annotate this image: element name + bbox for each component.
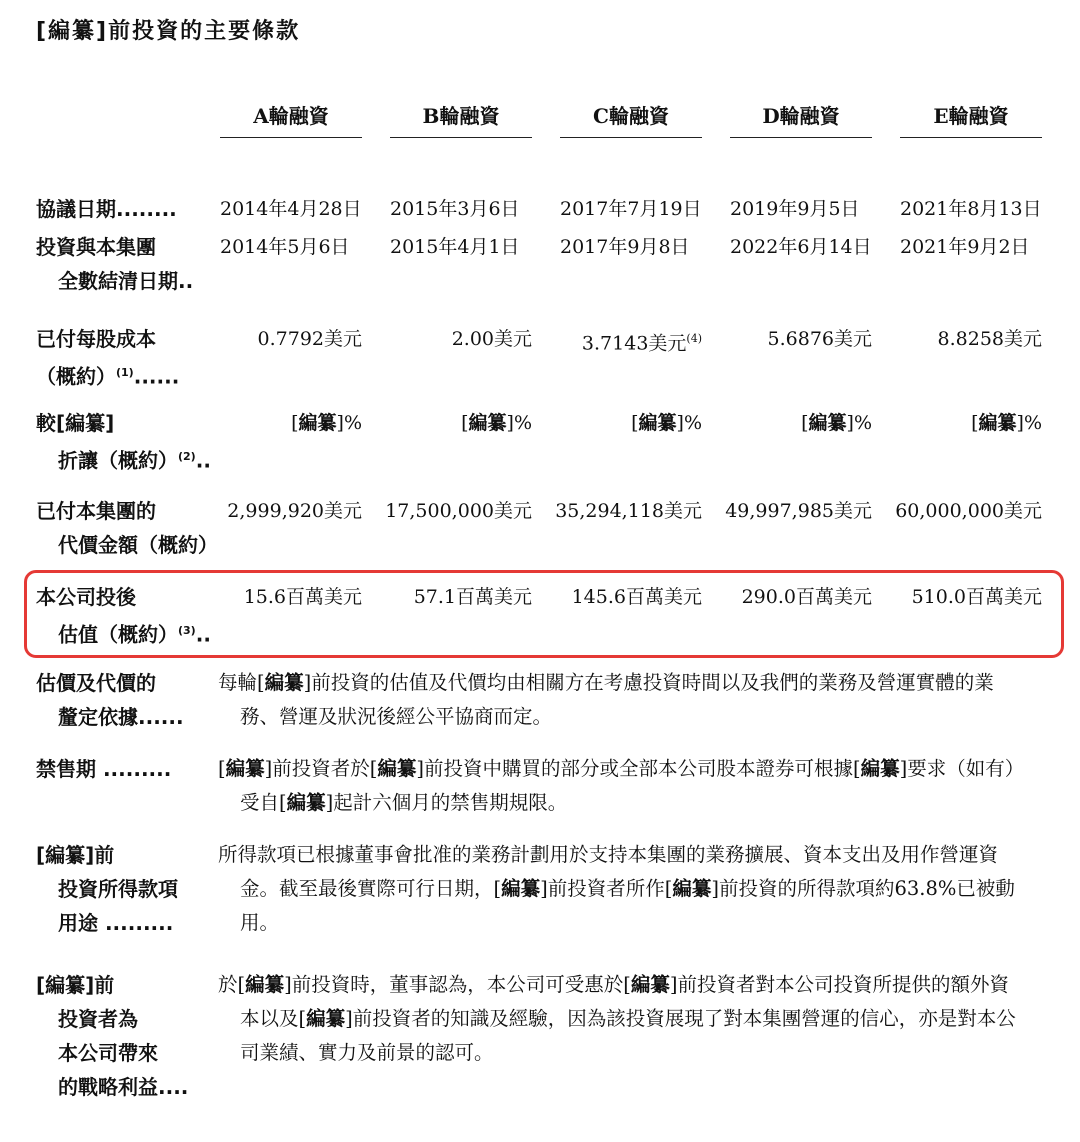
row-label-strategic-benefits	[36, 968, 188, 1104]
section-title: [編纂]前投資的主要條款	[36, 19, 301, 44]
para-line	[218, 973, 1009, 996]
redacted-text: 編纂	[264, 671, 304, 694]
agreement-date-b: 2015年3月6日	[390, 198, 520, 220]
redacted-text: 編纂	[638, 412, 677, 434]
discount-a	[212, 406, 362, 440]
row-label-valuation	[36, 580, 211, 652]
agreement-date-e: 2021年8月13日	[900, 198, 1042, 220]
text: ]前投資者的知識及經驗，因為該投資展現了對本集團營運的信心，亦是對本公	[345, 1007, 1016, 1030]
agreement-date-c: 2017年7月19日	[560, 198, 702, 220]
valuation-basis-text	[218, 666, 1048, 734]
consideration-c: 35,294,118美元	[555, 500, 702, 522]
row-label-line4: 的戰略利益....	[58, 1075, 189, 1099]
text: 於[	[218, 973, 246, 996]
lockup-text	[218, 752, 1048, 820]
discount-d	[722, 406, 872, 440]
row-label-line2: 釐定依據......	[58, 705, 184, 729]
row-label-line2: 代價金額（概約）	[58, 533, 218, 557]
text: 每輪[	[218, 671, 265, 694]
row-label-discount	[36, 406, 211, 478]
row-label-line1: 估價及代價的	[36, 671, 156, 695]
valuation-b: 57.1百萬美元	[413, 586, 532, 608]
row-label-line1: 投資與本集團	[36, 235, 156, 259]
cost-value: 3.7143美元	[581, 332, 687, 355]
para-line	[218, 786, 1048, 820]
percent-suffix: ]%	[676, 412, 702, 434]
row-label-dots: ..	[195, 448, 211, 473]
footnote-marker: (4)	[686, 332, 702, 345]
text: 本以及[	[240, 1007, 307, 1030]
text: ]前投資者於[	[264, 757, 378, 780]
column-header-a: A輪融資	[220, 100, 362, 138]
bracket: [	[801, 412, 809, 434]
footnote-marker: (2)	[178, 450, 196, 463]
redacted-text: 編纂	[672, 877, 712, 900]
column-header-b: B輪融資	[390, 100, 532, 138]
para-line: 所得款項已根據董事會批准的業務計劃用於支持本集團的業務擴展、資本支出及用作營運資	[218, 843, 999, 866]
row-label-line2	[36, 614, 211, 652]
para-line	[218, 757, 1024, 780]
text: ]前投資中購買的部分或全部本公司股本證券可根據[	[416, 757, 861, 780]
consideration-b: 17,500,000美元	[385, 500, 532, 522]
valuation-d: 290.0百萬美元	[741, 586, 872, 608]
column-header-c: C輪融資	[560, 100, 702, 138]
redacted-text: 編纂	[377, 757, 417, 780]
percent-suffix: ]%	[336, 412, 362, 434]
redacted-text: 編纂	[468, 412, 507, 434]
row-label-line3: 本公司帶來	[58, 1041, 158, 1065]
consideration-d: 49,997,985美元	[725, 500, 872, 522]
row-label-line1: 本公司投後	[36, 585, 136, 609]
footnote-marker: (1)	[116, 366, 134, 379]
agreement-date-d: 2019年9月5日	[730, 198, 860, 220]
redacted-text: 編纂	[808, 412, 847, 434]
agreement-date-a: 2014年4月28日	[220, 198, 362, 220]
row-label-line1: [編纂]前	[36, 843, 115, 867]
text: ]前投資者所作[	[540, 877, 673, 900]
use-of-proceeds-text	[218, 838, 1048, 940]
column-header-d: D輪融資	[730, 100, 872, 138]
row-label-dots: ......	[133, 364, 180, 389]
text: ]要求（如有）	[899, 757, 1025, 780]
row-label-lockup: 禁售期 .........	[36, 757, 172, 781]
text: 受自[	[240, 791, 287, 814]
bracket: [	[461, 412, 469, 434]
cost-per-share-e: 8.8258美元	[937, 328, 1042, 350]
bracket: [	[971, 412, 979, 434]
row-label-agreement-date: 協議日期........	[36, 197, 177, 221]
redacted-text: 編纂	[860, 757, 900, 780]
para-line	[218, 872, 1048, 906]
text: ]前投資的所得款項約63.8%已被動	[711, 877, 1015, 900]
text: ]前投資的估值及代價均由相關方在考慮投資時間以及我們的業務及營運實體的業	[303, 671, 994, 694]
para-line: 務、營運及狀況後經公平協商而定。	[240, 705, 553, 728]
row-label-line1: 已付本集團的	[36, 499, 156, 523]
settlement-date-e: 2021年9月2日	[900, 236, 1030, 258]
footnote-marker: (3)	[178, 624, 196, 637]
column-header-e: E輪融資	[900, 100, 1042, 138]
consideration-e: 60,000,000美元	[895, 500, 1042, 522]
valuation-c: 145.6百萬美元	[571, 586, 702, 608]
valuation-e: 510.0百萬美元	[911, 586, 1042, 608]
text: [	[218, 757, 226, 780]
settlement-date-d: 2022年6月14日	[730, 236, 872, 258]
redacted-text: 編纂	[225, 757, 265, 780]
para-line	[218, 1002, 1048, 1036]
row-label-line2	[36, 356, 179, 394]
row-label-text: （概約）	[36, 364, 116, 389]
para-line	[218, 671, 994, 694]
discount-b	[382, 406, 532, 440]
percent-suffix: ]%	[506, 412, 532, 434]
settlement-date-a: 2014年5月6日	[220, 236, 350, 258]
row-label-line3: 用途 .........	[58, 911, 174, 935]
cost-per-share-b: 2.00美元	[451, 328, 532, 350]
strategic-benefits-text	[218, 968, 1048, 1070]
row-label-settlement-date	[36, 230, 193, 298]
redacted-text: 編纂	[286, 791, 326, 814]
para-line: 用。	[240, 911, 280, 934]
row-label-line1: 已付每股成本	[36, 327, 156, 351]
row-label-dots: ..	[195, 622, 211, 647]
settlement-date-c: 2017年9月8日	[560, 236, 690, 258]
redacted-text: 編纂	[306, 1007, 346, 1030]
cost-per-share-a: 0.7792美元	[257, 328, 362, 350]
row-label-use-of-proceeds	[36, 838, 178, 940]
discount-e	[892, 406, 1042, 440]
row-label-cost-per-share	[36, 322, 179, 394]
cost-per-share-c	[552, 322, 702, 360]
row-label-line2	[36, 440, 211, 478]
row-label-text: 估值（概約）	[58, 622, 178, 647]
bracket: [	[631, 412, 639, 434]
text: ]前投資時，董事認為，本公司可受惠於[	[284, 973, 631, 996]
settlement-date-b: 2015年4月1日	[390, 236, 520, 258]
discount-c	[552, 406, 702, 440]
redacted-text: 編纂	[245, 973, 285, 996]
redacted-text: 編纂	[298, 412, 337, 434]
row-label-valuation-basis	[36, 666, 184, 734]
row-label-consideration	[36, 494, 218, 562]
para-line: 司業績、實力及前景的認可。	[240, 1041, 494, 1064]
redacted-text: 編纂	[501, 877, 541, 900]
text: ]前投資者對本公司投資所提供的額外資	[669, 973, 1009, 996]
cost-per-share-d: 5.6876美元	[767, 328, 872, 350]
consideration-a: 2,999,920美元	[227, 500, 362, 522]
row-label-line1: 較[編纂]	[36, 411, 115, 435]
percent-suffix: ]%	[846, 412, 872, 434]
text: ]起計六個月的禁售期規限。	[325, 791, 568, 814]
text: 金。截至最後實際可行日期，[	[240, 877, 502, 900]
valuation-a: 15.6百萬美元	[243, 586, 362, 608]
percent-suffix: ]%	[1016, 412, 1042, 434]
row-label-text: 折讓（概約）	[58, 448, 178, 473]
redacted-text: 編纂	[978, 412, 1017, 434]
bracket: [	[291, 412, 299, 434]
row-label-line1: [編纂]前	[36, 973, 115, 997]
redacted-text: 編纂	[630, 973, 670, 996]
row-label-line2: 全數結清日期..	[58, 269, 194, 293]
row-label-line2: 投資所得款項	[58, 877, 178, 901]
row-label-line2: 投資者為	[58, 1007, 138, 1031]
